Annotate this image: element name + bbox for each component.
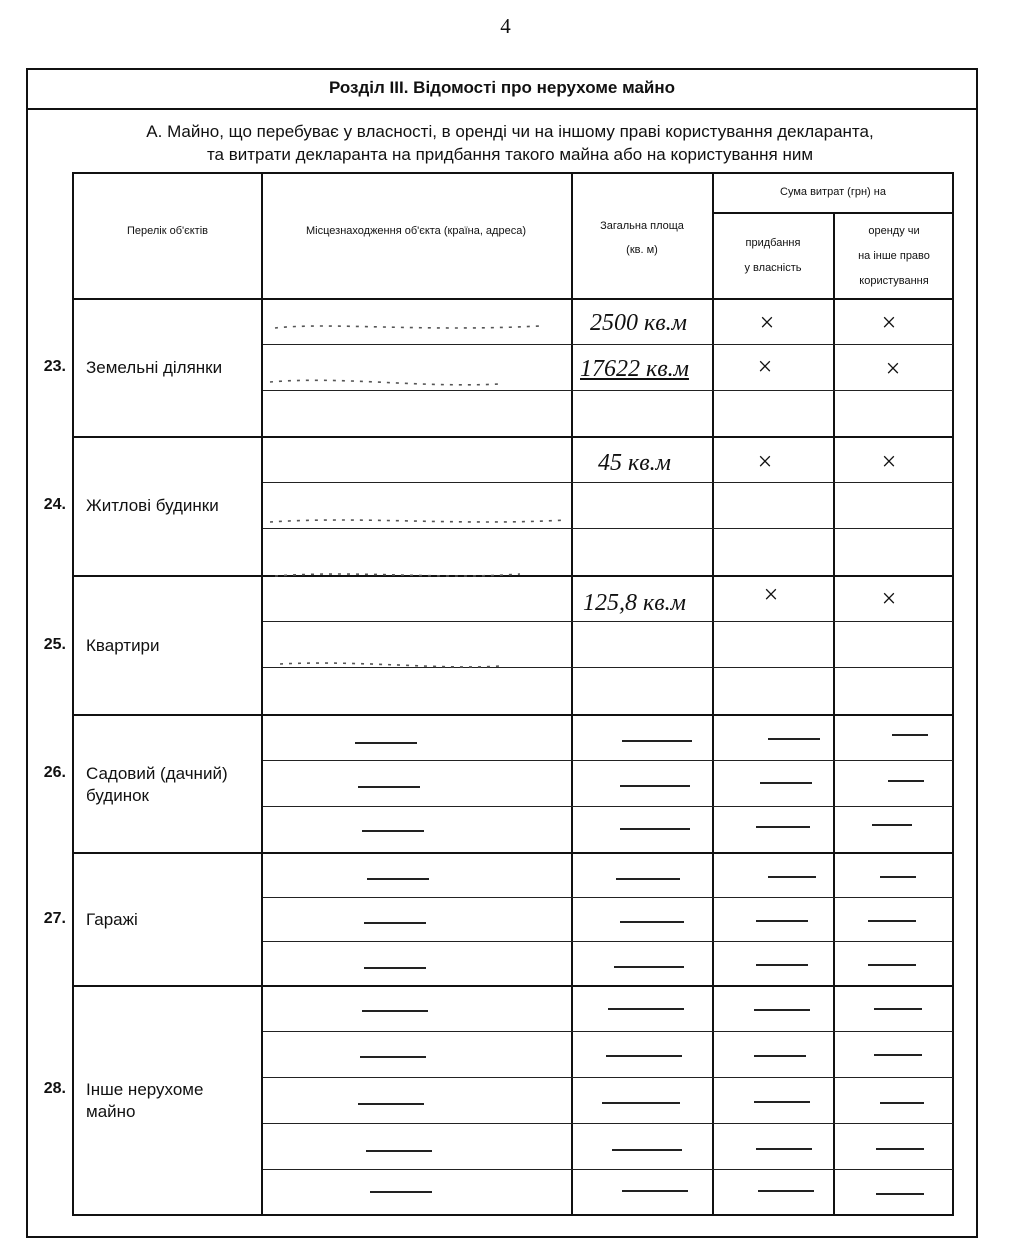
section-title: Розділ III. Відомості про нерухоме майно	[26, 68, 978, 110]
cross-mark: ×	[762, 580, 780, 609]
row-number-28: 28.	[43, 1080, 66, 1097]
handwritten-area-land-1: 2500 кв.м	[590, 310, 687, 336]
subtitle-line-2: та витрати декларанта на придбання такого майна або на користування ним	[206, 145, 814, 164]
cross-mark: ×	[756, 447, 774, 476]
row-number-24: 24.	[43, 496, 66, 513]
row-name-other-line-1: Інше нерухоме	[86, 1080, 204, 1099]
cross-mark: ×	[880, 308, 898, 337]
header-location: Місцезнаходження об'єкта (країна, адреса)	[306, 225, 526, 237]
cross-mark: ×	[884, 354, 902, 383]
row-name-garages: Гаражі	[86, 910, 138, 929]
cross-mark: ×	[880, 584, 898, 613]
row-number-25: 25.	[43, 636, 66, 653]
header-rent-line-3: користування	[859, 275, 929, 287]
row-name-garden-house-line-2: будинок	[86, 786, 149, 805]
handwritten-area-flat-1: 125,8 кв.м	[583, 590, 686, 616]
header-objects: Перелік об'єктів	[126, 225, 209, 237]
subtitle-line-1: А. Майно, що перебуває у власності, в оренді чи на іншому праві користування декларанта,	[146, 122, 874, 141]
row-name-other-line-2: майно	[86, 1102, 136, 1121]
header-rent-line-1: оренду чи	[868, 225, 920, 237]
header-purchase-line-1: придбання	[745, 237, 801, 249]
cross-mark: ×	[758, 308, 776, 337]
row-number-26: 26.	[43, 764, 66, 781]
header-area-line-1: Загальна площа	[600, 220, 684, 232]
handwritten-area-house-1: 45 кв.м	[598, 450, 671, 476]
row-name-garden-house-line-1: Садовий (дачний)	[86, 764, 228, 783]
page-number: 4	[500, 14, 511, 38]
cross-mark: ×	[880, 447, 898, 476]
row-name-houses: Житлові будинки	[86, 496, 219, 515]
row-number-23: 23.	[43, 358, 66, 375]
header-purchase-line-2: у власність	[744, 262, 802, 274]
cross-mark: ×	[756, 352, 774, 381]
row-number-27: 27.	[43, 910, 66, 927]
header-costs: Сума витрат (грн) на	[780, 186, 886, 198]
header-rent-line-2: на інше право	[858, 250, 930, 262]
header-area-line-2: (кв. м)	[626, 244, 658, 256]
row-name-land: Земельні ділянки	[86, 358, 223, 377]
handwritten-area-land-2: 17622 кв.м	[580, 356, 689, 382]
row-name-flats: Квартири	[86, 636, 160, 655]
